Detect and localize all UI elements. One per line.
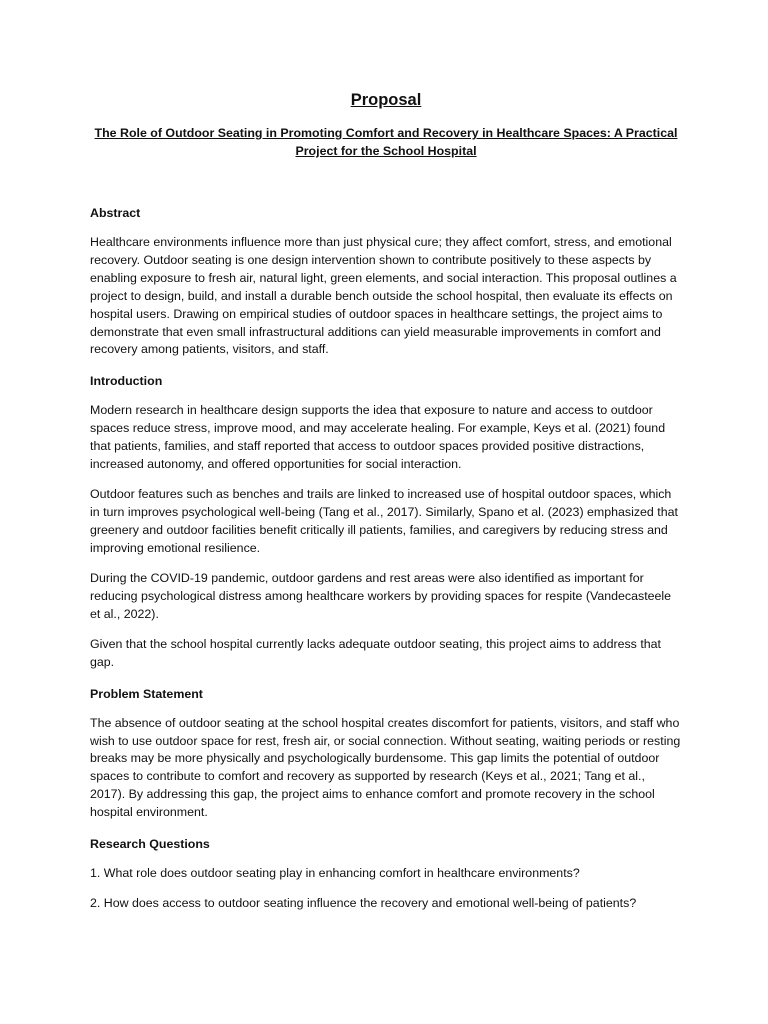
problem-statement-paragraph: The absence of outdoor seating at the school hospital creates discomfort for patients, visitors, and staff who wish to use outdoor space for rest, fresh air, or social connection. Without seating, waiting periods or resting breaks may be more physically and psychologically burdensome. This gap limits the potential of outdoor spaces to contribute to comfort and recovery as supported by research (Keys et al., 2021; Tang et al., 2017). By addressing this gap, the project aims to enhance comfort and promote recovery in the school hospital environment. <box>90 715 681 820</box>
document-subtitle: The Role of Outdoor Seating in Promoting Comfort and Recovery in Healthcare Spaces: A Practical Project for the School Hospital <box>94 126 678 158</box>
introduction-heading: Introduction <box>90 373 163 388</box>
introduction-paragraph-1: Modern research in healthcare design supports the idea that exposure to nature and access to outdoor spaces reduce stress, improve mood, and may accelerate healing. For example, Keys et al. (2021) found that patients, families, and staff reported that access to outdoor spaces provided positive distractions, increased autonomy, and offered opportunities for social interaction. <box>90 402 666 471</box>
problem-statement-heading: Problem Statement <box>90 686 203 701</box>
abstract-paragraph: Healthcare environments influence more than just physical cure; they affect comfort, stress, and emotional recovery. Outdoor seating is one design intervention shown to contribute positively to these aspects by enabling exposure to fresh air, natural light, green elements, and social interaction. This proposal outlines a project to design, build, and install a durable bench outside the school hospital, then evaluate its effects on hospital users. Drawing on empirical studies of outdoor spaces in healthcare settings, the project aims to demonstrate that even small infrastructural additions can yield measurable improvements in comfort and recovery among patients, visitors, and staff. <box>90 235 677 357</box>
research-question-1: 1. What role does outdoor seating play in enhancing comfort in healthcare environments? <box>90 865 580 880</box>
document-body <box>90 88 682 925</box>
research-question-2: 2. How does access to outdoor seating influence the recovery and emotional well-being of patients? <box>90 895 637 910</box>
introduction-paragraph-3: During the COVID-19 pandemic, outdoor gardens and rest areas were also identified as important for reducing psychological distress among healthcare workers by providing spaces for respite (Vandecasteele et al., 2022). <box>90 571 672 621</box>
abstract-heading: Abstract <box>90 206 141 220</box>
introduction-paragraph-2: Outdoor features such as benches and trails are linked to increased use of hospital outdoor spaces, which in turn improves psychological well-being (Tang et al., 2017). Similarly, Spano et al. (2023) emphasized that greenery and outdoor facilities benefit critically ill patients, families, and caregivers by reducing stress and improving emotional resilience. <box>90 486 678 555</box>
introduction-paragraph-4: Given that the school hospital currently lacks adequate outdoor seating, this project aims to address that gap. <box>90 637 661 670</box>
document-title: Proposal <box>350 91 422 109</box>
research-questions-heading: Research Questions <box>90 836 210 851</box>
